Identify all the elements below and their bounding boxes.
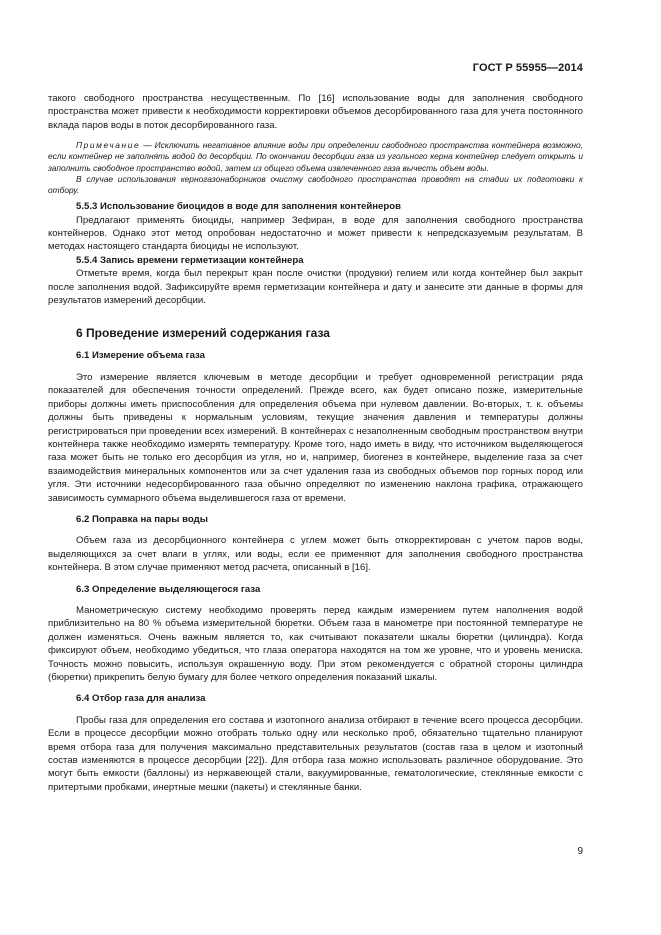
paragraph-5-5-3: Предлагают применять биоциды, например Зефиран, в воде для заполнения свободного пространства контейнеров. Однако этот метод опробован недостаточно и может привести к непредсказуемым результатам. В методах настоящего стандарта биоциды не используют. [48, 214, 583, 253]
note-paragraph [48, 140, 583, 174]
paragraph-6-2: Объем газа из десорбционного контейнера с углем может быть откорректирован с учетом паров воды, выделяющихся за счет влаги в углях, или воды, если ее применяют для заполнения свободного пространства контейнера. В этом случае применяют метод расчета, описанный в [16]. [48, 535, 583, 574]
note-label: Примечание [76, 140, 141, 151]
paragraph-continuation: такого свободного пространства несущественным. По [16] использование воды для заполнения свободного пространства может привести к необходимости корректировки объемов десорбированного газа для учета постоянного вклада паров воды в поток десорбированного газа. [48, 93, 583, 131]
section-heading-6-4: 6.4 Отбор газа для анализа [76, 693, 206, 705]
paragraph-6-4: Пробы газа для определения его состава и изотопного анализа отбирают в течение всего процесса десорбции. Если в процессе десорбции можно отобрать только одну или несколько проб, обязательно тщательно планируют время отбора газа для получения максимально представительных результатов (состав газа в целом и изотопный состав изменяются в процессе десорбции [22]). Для отбора газа можно использовать различное оборудование. Это могут быть емкости (баллоны) из нержавеющей стали, вакуумированные, гематологические, стеклянные емкости с притертыми пробками, инертные мешки (пакеты) и стеклянные банки. [48, 714, 583, 793]
chapter-heading-6: 6 Проведение измерений содержания газа [76, 326, 330, 341]
section-heading-6-3: 6.3 Определение выделяющегося газа [76, 583, 261, 595]
page-number: 9 [577, 846, 583, 857]
paragraph-6-3: Манометрическую систему необходимо проверять перед каждым измерением путем наполнения водой приблизительно на 80 % объема измерительной бюретки. Объем газа в манометре при постоянной температуре не должен изменяться. Очень важным является то, как считывают показатели шкалы бюретки (цилиндра). Когда фиксируют объем, необходимо убедиться, что глаза оператора находятся на том же уровне, что и уровень мениска. Точность можно повысить, используя окрашенную воду. При этом рекомендуется с обратной стороны цилиндра (бюретки) прикрепить белую бумагу для более четкого определения показаний шкалы. [48, 604, 583, 684]
note-text: — Исключить негативное влияние воды при определении свободного пространства контейнера возможно, если контейнер не заполнять водой до десорбции. По окончании десорбции газа из угольного керна контейнер следует открыть и заполнить свободное пространство водой, затем из общего объема извлеченного газа вычесть объем воды. [48, 140, 583, 173]
paragraph-6-1: Это измерение является ключевым в методе десорбции и требует одновременной регистрации ряда показателей для обеспечения точности определений. Прежде всего, как будет описано позже, измерительные приборы должны иметь приспособления для определения объема при нулевом давлении. Во-вторых, т. к. объемы должны быть приведены к нормальным условиям, текущие значения давления и температуры должны регистрироваться при проведении всех измерений. В контейнерах с незаполненным свободным пространством внутри контейнера также необходимо измерять температуру. Кроме того, надо иметь в виду, что источником выделяющегося газа может быть не только его десорбция из угля, но и, например, биогенез в контейнере, выделение газа за счет взаимодействия минеральных компонентов или за счет удаления газа из свободных объемов пор горных пород или угля. Эти источники недесорбированного газа обычно определяют по изменению наклона графика, отражающего зависимость суммарного объема выделившегося газа от времени. [48, 371, 583, 504]
section-heading-5-5-4: 5.5.4 Запись времени герметизации контейнера [76, 254, 304, 266]
note-paragraph-2: В случае использования керногазонаборников очистку свободного пространства проводят на стадии их подготовки к отбору. [48, 173, 583, 196]
page-content [48, 92, 583, 794]
section-heading-6-2: 6.2 Поправка на пары воды [76, 513, 208, 525]
paragraph-5-5-4: Отметьте время, когда был перекрыт кран после очистки (продувки) гелием или когда контейнер был закрыт после заполнения водой. Зафиксируйте время герметизации контейнера и дату и занесите эти данные в формы для результатов измерений десорбции. [48, 268, 583, 307]
section-heading-6-1: 6.1 Измерение объема газа [76, 350, 206, 362]
section-heading-5-5-3: 5.5.3 Использование биоцидов в воде для заполнения контейнеров [76, 201, 402, 213]
doc-header-code: ГОСТ Р 55955—2014 [472, 62, 583, 74]
